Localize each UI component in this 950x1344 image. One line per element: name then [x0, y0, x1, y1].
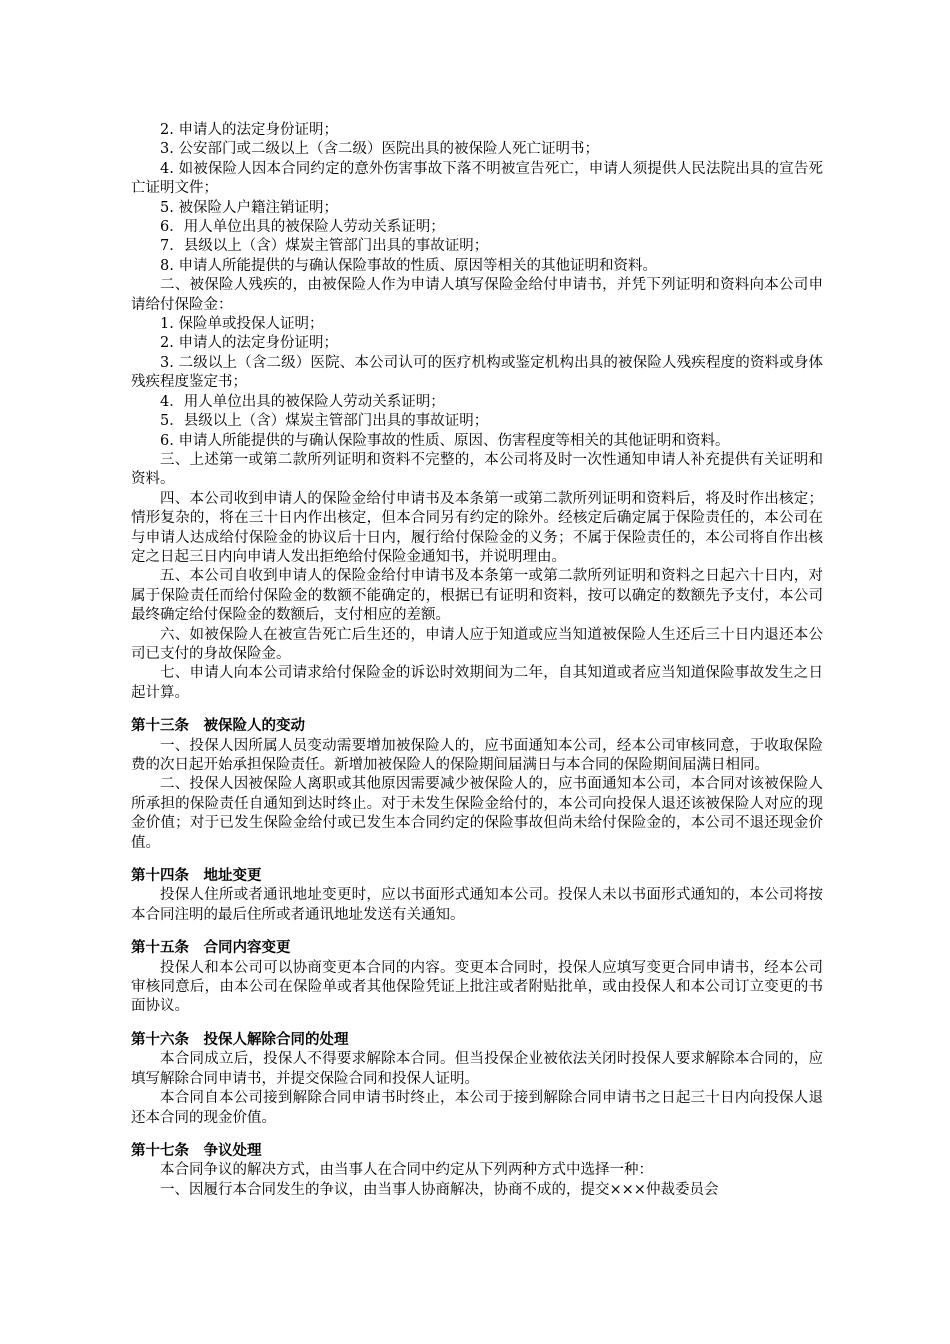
article-number: 第十六条 [131, 1031, 189, 1048]
paragraph: 6. 申请人所能提供的与确认保险事故的性质、原因、伤害程度等相关的其他证明和资料。 [160, 432, 730, 449]
paragraph: 投保人住所或者通讯地址变更时，应以书面形式通知本公司。投保人未以书面形式通知的，本公司将按本合同注明的最后住所或者通讯地址发送有关通知。 [131, 887, 823, 923]
paragraph: 五、本公司自收到申请人的保险金给付申请书及本条第一或第二款所列证明和资料之日起六十日内，对属于保险责任而给付保险金的数额不能确定的，根据已有证明和资料，按可以确定的数额先予支付，本公司最终确定给付保险金的数额后，支付相应的差额。 [131, 568, 823, 624]
paragraph: 5. 被保险人户籍注销证明； [160, 199, 338, 216]
article-number: 第十四条 [131, 868, 189, 885]
paragraph: 7．县级以上（含）煤炭主管部门出具的事故证明； [160, 238, 489, 255]
article-number: 第十七条 [131, 1142, 189, 1159]
article-title: 合同内容变更 [203, 940, 291, 957]
article-title: 争议处理 [203, 1142, 262, 1159]
article-heading [131, 939, 823, 958]
article-title: 被保险人的变动 [203, 718, 305, 735]
article-heading [131, 867, 823, 886]
paragraph: 本合同争议的解决方式，由当事人在合同中约定从下列两种方式中选择一种： [160, 1162, 653, 1179]
paragraph: 2. 申请人的法定身份证明； [160, 335, 338, 352]
paragraph: 一、因履行本合同发生的争议，由当事人协商解决，协商不成的，提交×××仲裁委员会 [160, 1181, 719, 1198]
paragraph: 6．用人单位出具的被保险人劳动关系证明； [160, 219, 445, 236]
paragraph: 本合同自本公司接到解除合同申请书时终止，本公司于接到解除合同申请书之日起三十日内向投保人退还本合同的现金价值。 [131, 1090, 823, 1126]
paragraph: 四、本公司收到申请人的保险金给付申请书及本条第一或第二款所列证明和资料后，将及时作出核定；情形复杂的，将在三十日内作出核定，但本合同另有约定的除外。经核定后确定属于保险责任的，本公司在与申请人达成给付保险金的协议后十日内，履行给付保险金的义务；不属于保险责任的，本公司将自作出核定之日起三日内向申请人发出拒绝给付保险金通知书，并说明理由。 [131, 490, 823, 565]
article-title: 地址变更 [203, 868, 262, 885]
paragraph: 8. 申请人所能提供的与确认保险事故的性质、原因等相关的其他证明和资料。 [160, 257, 657, 274]
paragraph: 七、申请人向本公司请求给付保险金的诉讼时效期间为二年，自其知道或者应当知道保险事故发生之日起计算。 [131, 665, 823, 701]
paragraph: 4. 如被保险人因本合同约定的意外伤害事故下落不明被宣告死亡，申请人须提供人民法院出具的宣告死亡证明文件； [131, 160, 823, 197]
article-heading [131, 1142, 823, 1161]
article-title: 投保人解除合同的处理 [203, 1031, 349, 1048]
paragraph: 3. 公安部门或二级以上（含二级）医院出具的被保险人死亡证明书； [160, 141, 599, 158]
paragraph: 本合同成立后，投保人不得要求解除本合同。但当投保企业被依法关闭时投保人要求解除本合同的，应填写解除合同申请书，并提交保险合同和投保人证明。 [131, 1051, 823, 1087]
article-heading [131, 717, 823, 736]
paragraph: 2. 申请人的法定身份证明； [160, 122, 338, 138]
paragraph: 3. 二级以上（含二级）医院、本公司认可的医疗机构或鉴定机构出具的被保险人残疾程度的资料或身体残疾程度鉴定书； [131, 354, 823, 391]
paragraph: 4．用人单位出具的被保险人劳动关系证明； [160, 393, 445, 410]
paragraph: 二、被保险人残疾的，由被保险人作为申请人填写保险金给付申请书，并凭下列证明和资料向本公司申请给付保险金： [131, 277, 823, 313]
paragraph: 投保人和本公司可以协商变更本合同的内容。变更本合同时，投保人应填写变更合同申请书，经本公司审核同意后，由本公司在保险单或者其他保险凭证上批注或者附贴批单，或由投保人和本公司订立变更的书面协议。 [131, 959, 823, 1015]
paragraph: 六、如被保险人在被宣告死亡后生还的，申请人应于知道或应当知道被保险人生还后三十日内退还本公司已支付的身故保险金。 [131, 626, 823, 662]
article-number: 第十三条 [131, 718, 189, 735]
paragraph: 1. 保险单或投保人证明； [160, 316, 324, 333]
article-number: 第十五条 [131, 940, 189, 957]
paragraph: 一、投保人因所属人员变动需要增加被保险人的，应书面通知本公司，经本公司审核同意，于收取保险费的次日起开始承担保险责任。新增加被保险人的保险期间届满日与本合同的保险期间届满日相同。 [131, 737, 823, 773]
paragraph: 5．县级以上（含）煤炭主管部门出具的事故证明； [160, 413, 489, 430]
paragraph: 三、上述第一或第二款所列证明和资料不完整的，本公司将及时一次性通知申请人补充提供有关证明和资料。 [131, 451, 823, 488]
paragraph: 二、投保人因被保险人离职或其他原因需要减少被保险人的，应书面通知本公司，本合同对该被保险人所承担的保险责任自通知到达时终止。对于未发生保险金给付的，本公司向投保人退还该被保险人对应的现金价值；对于已发生保险金给付或已发生本合同约定的保险事故但尚未给付保险金的，本公司不退还现金价值。 [131, 776, 823, 851]
document-page [131, 121, 823, 1200]
article-heading [131, 1031, 823, 1050]
